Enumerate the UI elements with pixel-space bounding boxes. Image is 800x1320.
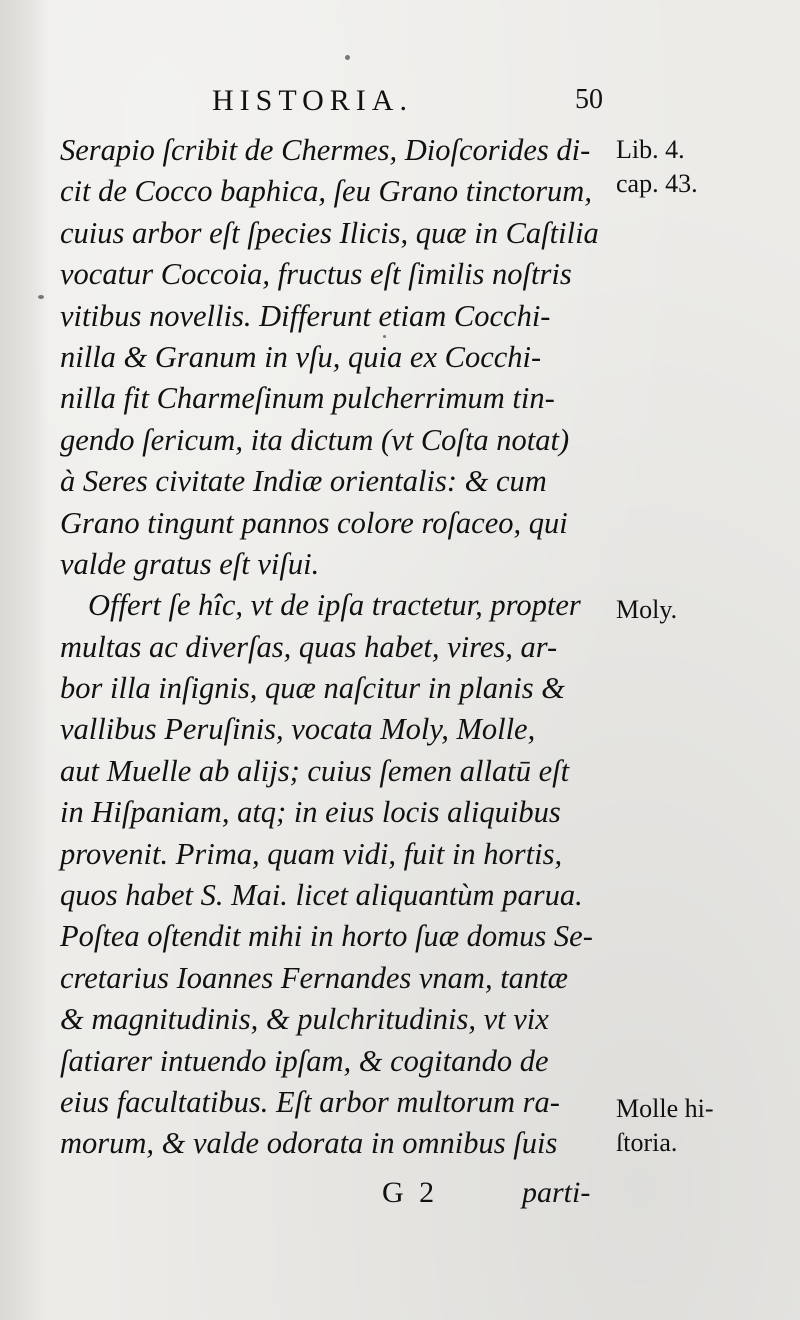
text-line: à Seres civitate Indiæ orientalis: & cum: [60, 464, 547, 499]
text-line: nilla & Granum in vſu, quia ex Cocchi-: [60, 339, 542, 374]
signature-mark: G 2: [382, 1176, 439, 1209]
text-line: cretarius Ioannes Fernandes vnam, tantæ: [60, 960, 568, 995]
text-line: nilla fit Charmeſinum pulcherrimum tin-: [60, 381, 555, 416]
text-line: vocatur Coccoia, fructus eſt ſimilis noſtris: [60, 257, 572, 292]
paragraph-start-line: Offert ſe hîc, vt de ipſa tractetur, propter: [88, 588, 581, 623]
text-line: vallibus Peruſinis, vocata Moly, Molle,: [60, 712, 536, 747]
running-title: HISTORIA.: [212, 84, 413, 117]
text-line: eius facultatibus. Eſt arbor multorum ra-: [60, 1084, 560, 1119]
margin-note-line: Lib. 4.: [616, 135, 685, 164]
paper-speck: [345, 55, 350, 60]
text-line: aut Muelle ab alijs; cuius ſemen allatū eſt: [60, 753, 570, 788]
margin-note-line: Molle hi-: [616, 1094, 714, 1123]
margin-note-moly: [616, 593, 677, 627]
margin-note-line: cap. 43.: [616, 169, 698, 198]
text-line: cit de Cocco baphica, ſeu Grano tinctorum,: [60, 174, 592, 209]
text-line: valde gratus eſt viſui.: [60, 546, 320, 581]
text-line: & magnitudinis, & pulchritudinis, vt vix: [60, 1002, 549, 1037]
paper-speck: [383, 335, 386, 338]
page-footer: [0, 1176, 800, 1216]
text-line: bor illa inſignis, quæ naſcitur in planis &: [60, 671, 565, 706]
text-line: in Hiſpaniam, atq; in eius locis aliquibus: [60, 795, 561, 830]
margin-note-lib-cap: [616, 133, 698, 201]
margin-note-molle-historia: [616, 1092, 714, 1160]
page-number: 50: [575, 84, 603, 115]
text-line: Poſtea oſtendit mihi in horto ſuæ domus Se-: [60, 919, 593, 954]
text-line: provenit. Prima, quam vidi, fuit in hortis,: [60, 836, 563, 871]
text-line: quos habet S. Mai. licet aliquantùm parua.: [60, 878, 583, 913]
margin-note-line: ſtoria.: [616, 1128, 678, 1157]
text-line: vitibus novellis. Differunt etiam Cocchi-: [60, 298, 551, 333]
text-line: Serapio ſcribit de Chermes, Dioſcorides di-: [60, 133, 591, 167]
page-gutter-shadow: [0, 0, 48, 1320]
text-line: cuius arbor eſt ſpecies Ilicis, quæ in Caſtilia: [60, 215, 599, 250]
catchword: parti-: [522, 1176, 591, 1209]
text-line: multas ac diverſas, quas habet, vires, ar-: [60, 629, 558, 664]
text-line: morum, & valde odorata in omnibus ſuis: [60, 1126, 558, 1161]
margin-note-line: Moly.: [616, 595, 678, 624]
main-text-block: [60, 130, 608, 1165]
text-line: Grano tingunt pannos colore roſaceo, qui: [60, 505, 568, 540]
page-header: [0, 84, 800, 124]
text-line: gendo ſericum, ita dictum (vt Coſta notat): [60, 422, 570, 457]
paper-speck: [38, 295, 44, 299]
text-line: ſatiarer intuendo ipſam, & cogitando de: [60, 1043, 549, 1078]
